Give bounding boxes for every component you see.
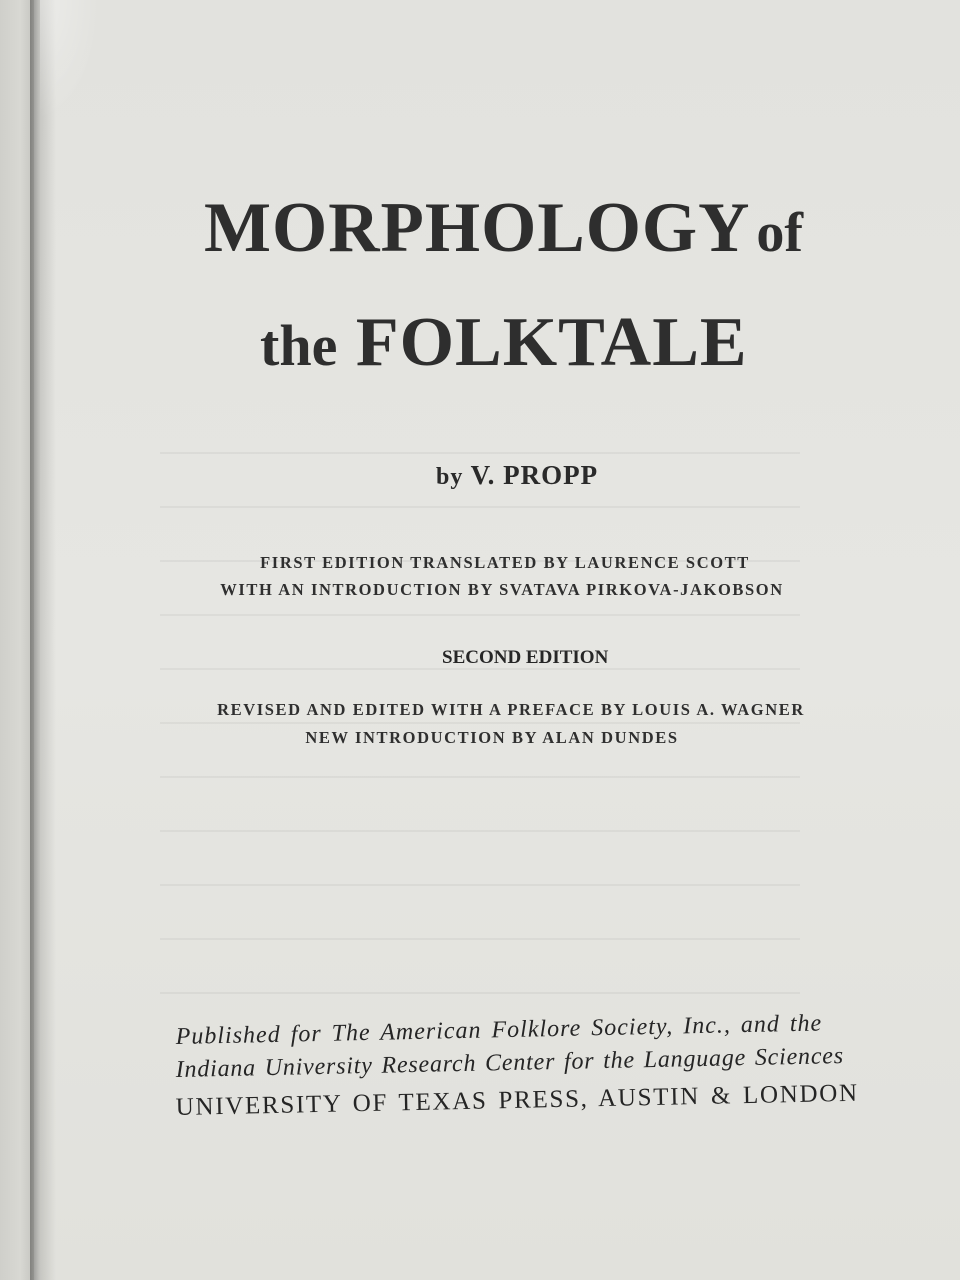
title-line-1	[204, 188, 803, 269]
author-by: by	[436, 464, 464, 490]
edition-label: SECOND EDITION	[442, 647, 609, 668]
new-introduction-credit: NEW INTRODUCTION BY ALAN DUNDES	[305, 728, 679, 747]
publisher-line-3: UNIVERSITY OF TEXAS PRESS, AUSTIN & LONDON	[175, 1079, 860, 1122]
gutter-shadow	[30, 0, 56, 1280]
introduction-credit: WITH AN INTRODUCTION BY SVATAVA PIRKOVA-JAKOBSON	[220, 580, 784, 599]
title-main-word: MORPHOLOGY	[204, 189, 751, 267]
translation-credit: FIRST EDITION TRANSLATED BY LAURENCE SCOTT	[260, 553, 750, 572]
author-line	[436, 460, 598, 491]
title-the-word: the	[260, 313, 338, 378]
author-name: V. PROPP	[470, 460, 599, 490]
title-folktale-word: FOLKTALE	[355, 304, 748, 381]
page-curl-highlight	[40, 0, 100, 120]
title-line-2	[260, 303, 748, 383]
publisher-line-1: Published for The American Folklore Society, Inc., and the	[175, 1010, 823, 1051]
revision-credit: REVISED AND EDITED WITH A PREFACE BY LOUIS A. WAGNER	[217, 700, 805, 719]
publisher-line-2: Indiana University Research Center for the Language Sciences	[175, 1043, 845, 1084]
title-of-word: of	[756, 202, 804, 264]
previous-page-edge	[0, 0, 34, 1280]
